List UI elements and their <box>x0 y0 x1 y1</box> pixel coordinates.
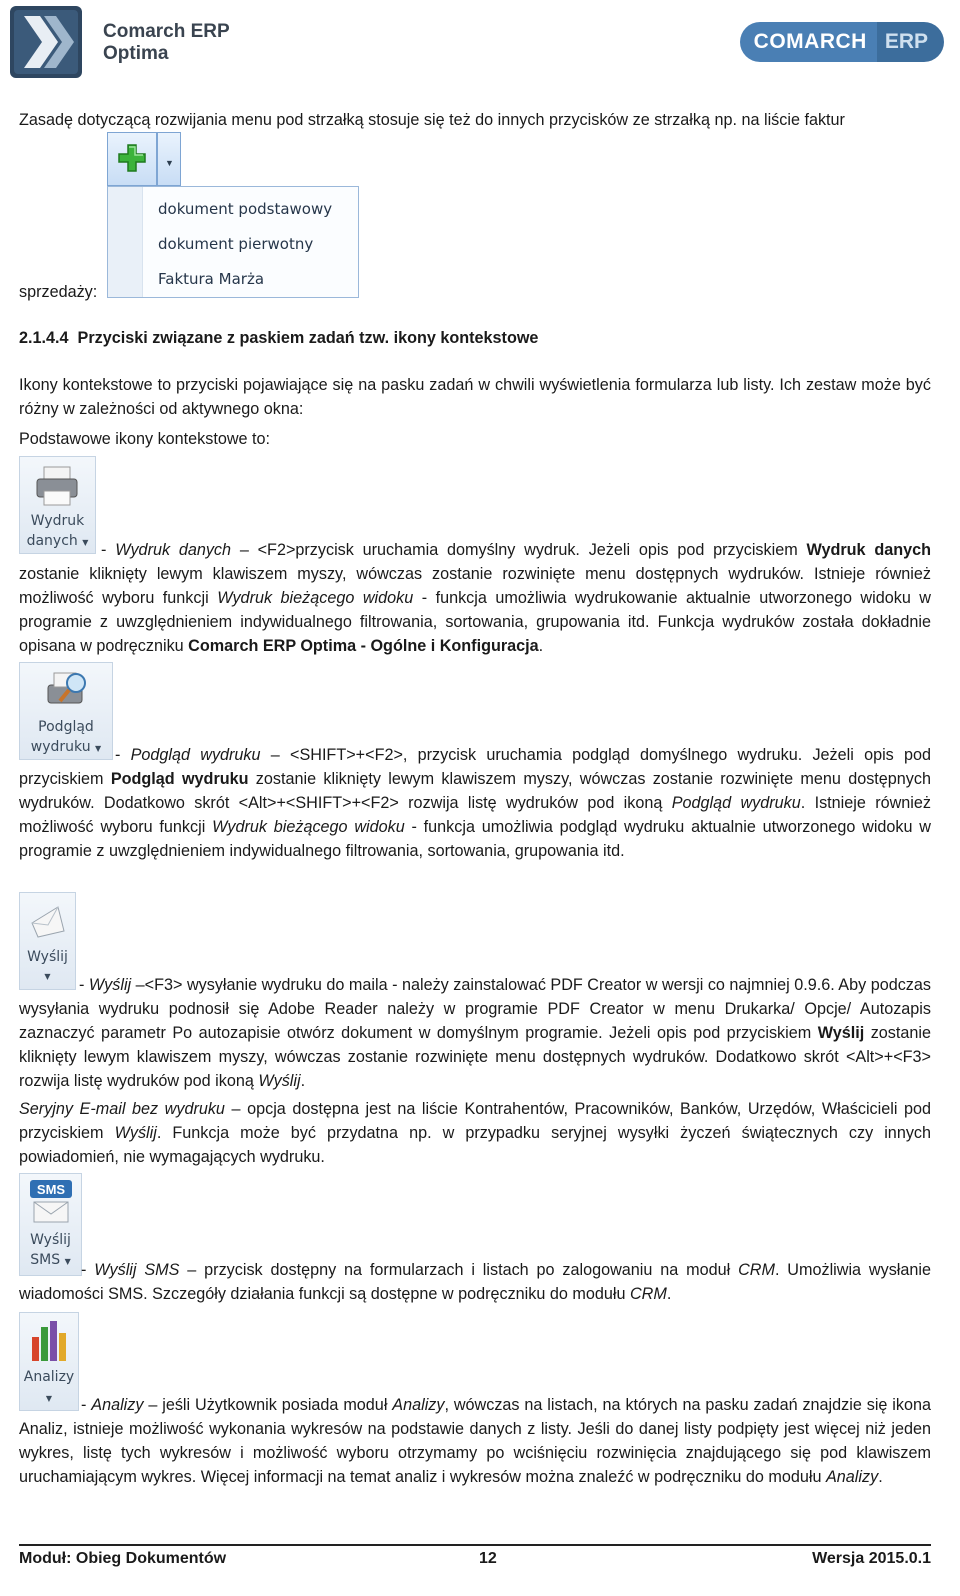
wyslij-shortcut: –<F3> wysyłanie wydruku do maila - należy zainstalować PDF Creator w wersji co najmniej 0.9.6. Aby podczas wysyłania wydruku podnosił się Adobe Reader należy w programie PDF Creator w menu Drukarka/ Opcje/ Autozapis zaznaczyć parametr Po autozapisie otwórz dokument w domyślnym programie. Jeżeli opis pod przyciskiem <box>19 976 931 1042</box>
wyslij-italic1: Wyślij <box>258 1072 301 1090</box>
dash: - <box>81 1261 95 1279</box>
product-name-line1: Comarch ERP <box>103 21 230 42</box>
sms-italic2: CRM <box>629 1285 667 1303</box>
wydruk-rest2: - funkcja umożliwia wydrukowanie aktualnie utworzonego widoku w programie z uwzględnieniem indywidualnego filtrowania, sortowania, grupowania itd. Funkcja wydruków została dokładnie opisana w podręczniku <box>19 589 931 655</box>
section-heading <box>19 326 931 350</box>
podglad-rest3: - funkcja umożliwia podgląd wydruku aktualnie utworzonego widoku w programie z uwzględnieniem indywidualnego filtrowania, sortowania, grupowania itd. <box>19 818 931 860</box>
wydruk-label-line2-text: danych <box>26 533 78 549</box>
analizy-paragraph <box>19 1393 931 1489</box>
seryjny-italic1: Wyślij <box>114 1124 157 1142</box>
analizy-end: . <box>878 1468 883 1486</box>
seryjny-rest1: . Funkcja może być przydatna np. w przypadku seryjnej wysyłki życzeń świątecznych czy innych powiadomień, nie wymagających wydruku. <box>19 1124 932 1166</box>
intro-text: Zasadę dotyczącą rozwijania menu pod strzałką stosuje się też do innych przycisków ze strzałką np. na liście faktur <box>19 111 845 129</box>
product-name <box>103 21 230 65</box>
analizy-name: Analizy <box>91 1396 144 1414</box>
podglad-italic2: Wydruk bieżącego widoku <box>212 818 405 836</box>
page-header <box>0 0 960 90</box>
sms-rest1: . Umożliwia wysłanie wiadomości SMS. Szczegóły działania funkcji są dostępne w podręczniku do modułu <box>19 1261 931 1303</box>
sms-badge: SMS <box>36 1182 66 1197</box>
wyslij-label-line1: Wyślij <box>27 949 68 965</box>
seryjny-paragraph <box>19 1097 931 1169</box>
section-list-intro: Podstawowe ikony kontekstowe to: <box>19 430 271 448</box>
sms-italic1: CRM <box>738 1261 775 1279</box>
wydruk-end: . <box>538 637 544 655</box>
dash: - <box>79 976 89 994</box>
wyslij-bold1: Wyślij <box>817 1024 865 1042</box>
podglad-bold1: Podgląd wydruku <box>110 770 249 788</box>
section-number: 2.1.4.4 <box>19 329 69 347</box>
wydruk-label-line1: Wydruk <box>30 513 85 529</box>
analizy-italic2: Analizy <box>826 1468 879 1486</box>
wyslij-name: Wyślij <box>88 976 132 994</box>
wyslij-end: . <box>300 1072 306 1090</box>
seryjny-rest0: – opcja dostępna jest na liście Kontrahentów, Pracowników, Banków, Urzędów, Właścicieli pod przyciskiem <box>19 1100 932 1142</box>
comarch-erp-logo <box>740 22 944 62</box>
section-title: Przyciski związane z paskiem zadań tzw. ikony kontekstowe <box>77 329 539 347</box>
dash: - <box>81 1396 92 1414</box>
wydruk-italic1: Wydruk bieżącego widoku <box>217 589 414 607</box>
chevron-down-icon: ▼ <box>44 972 51 981</box>
wydruk-bold1: Wydruk danych <box>806 541 931 559</box>
wydruk-paragraph <box>19 538 931 658</box>
page-number: 12 <box>479 1550 497 1567</box>
chevron-down-icon: ▼ <box>82 538 89 547</box>
footer-version: Wersja 2015.0.1 <box>812 1550 931 1567</box>
chevron-down-icon: ▼ <box>165 158 174 168</box>
podglad-label-line2-text: wydruku <box>30 739 91 755</box>
podglad-rest2: . Istnieje również możliwość wyboru funkcji <box>19 794 932 836</box>
logo-erp-text: ERP <box>877 22 944 62</box>
wyslij-rest1: zostanie kliknięty lewym klawiszem myszy, wówczas zostanie rozwinięte menu dostępnych wydruków. Dodatkowo skrót <Alt>+<F3> rozwija listę wydruków pod ikoną <box>19 1024 931 1090</box>
podglad-label-line1: Podgląd <box>38 719 94 735</box>
print-preview-icon <box>42 669 90 713</box>
analizy-rest1: , wówczas na listach, na których na pasku zadań znajdzie się ikona Analiz, istnieje możliwość wykonania wykresów na podstawie danych z listy. Jeśli do danej listy podpięty jest więcej niż jeden wykres, listę tych wykresów i możliwość wyboru otrzymamy po wciśnięciu rozwinięcia znajdującego się pod klawiszem uruchamiającym wykres. Więcej informacji na temat analiz i wykresów można znaleźć w podręczniku do modułu <box>19 1396 931 1486</box>
chevron-down-icon: ▼ <box>45 1394 53 1403</box>
sms-paragraph <box>19 1258 931 1306</box>
menu-icon-strip <box>108 187 143 297</box>
podglad-rest1: zostanie kliknięty lewym klawiszem myszy, wówczas zostanie rozwinięte menu dostępnych wydruków. Dodatkowo skrót <Alt>+<SHIFT>+<F2> rozwija listę wydruków pod ikoną <box>19 770 931 812</box>
send-envelope-icon <box>28 901 68 941</box>
sms-label-line2-text: SMS <box>30 1252 61 1268</box>
podglad-paragraph <box>19 743 931 863</box>
add-split-button[interactable] <box>107 132 181 186</box>
section-intro-paragraph: Ikony kontekstowe to przyciski pojawiające się na pasku zadań w chwili wyświetlenia formularza lub listy. Ich zestaw może być różny w zależności od aktywnego okna: <box>19 376 931 418</box>
wydruk-shortcut: – <F2>przycisk uruchamia domyślny wydruk. Jeżeli opis pod przyciskiem <box>231 541 807 559</box>
menu-item-faktura-marza[interactable]: Faktura Marża <box>158 270 265 288</box>
comarch-optima-logo-icon <box>10 6 82 78</box>
dash: - <box>115 746 131 764</box>
analizy-label-line1: Analizy <box>23 1369 75 1385</box>
add-dropdown-menu <box>107 186 359 298</box>
sms-name: Wyślij SMS <box>94 1261 180 1279</box>
sms-rest0: – przycisk dostępny na formularzach i listach po zalogowaniu na moduł <box>179 1261 739 1279</box>
logo-comarch-text: COMARCH <box>740 22 877 62</box>
wyslij-paragraph <box>19 973 931 1093</box>
menu-item-dokument-pierwotny[interactable]: dokument pierwotny <box>158 235 314 253</box>
menu-item-dokument-podstawowy[interactable]: dokument podstawowy <box>158 200 333 218</box>
podglad-name: Podgląd wydruku <box>130 746 261 764</box>
wydruk-name: Wydruk danych <box>115 541 232 559</box>
podglad-shortcut: – <SHIFT>+<F2>, przycisk uruchamia podgląd domyślnego wydruku. Jeżeli opis pod przyciskiem <box>19 746 932 788</box>
seryjny-italic0: Seryjny E-mail bez wydruku <box>19 1100 225 1118</box>
sms-envelope-icon <box>28 1178 74 1224</box>
analizy-italic1: Analizy <box>392 1396 445 1414</box>
green-plus-icon <box>117 143 147 173</box>
analizy-rest0: – jeśli Użytkownik posiada moduł <box>143 1396 393 1414</box>
page-footer <box>19 1544 931 1576</box>
add-button[interactable] <box>107 132 157 186</box>
wydruk-rest1: zostanie kliknięty lewym klawiszem myszy, wówczas zostanie rozwinięte menu dostępnych wydruków. Istnieje również możliwość wyboru funkcji <box>19 565 931 607</box>
add-dropdown-arrow[interactable] <box>157 132 181 186</box>
dash: - <box>101 541 116 559</box>
printer-icon <box>34 465 80 507</box>
footer-module: Moduł: Obieg Dokumentów <box>19 1550 227 1567</box>
intro-label-text: sprzedaży: <box>19 283 98 301</box>
wydruk-bold2: Comarch ERP Optima - Ogólne i Konfiguracja <box>188 637 539 655</box>
podglad-italic1: Podgląd wydruku <box>671 794 801 812</box>
sms-end: . <box>666 1285 672 1303</box>
product-name-line2: Optima <box>103 43 169 64</box>
sms-label-line1: Wyślij <box>30 1232 71 1248</box>
chevron-down-icon: ▼ <box>64 1257 71 1266</box>
bar-chart-icon <box>30 1319 68 1363</box>
chevron-down-icon: ▼ <box>95 744 102 753</box>
